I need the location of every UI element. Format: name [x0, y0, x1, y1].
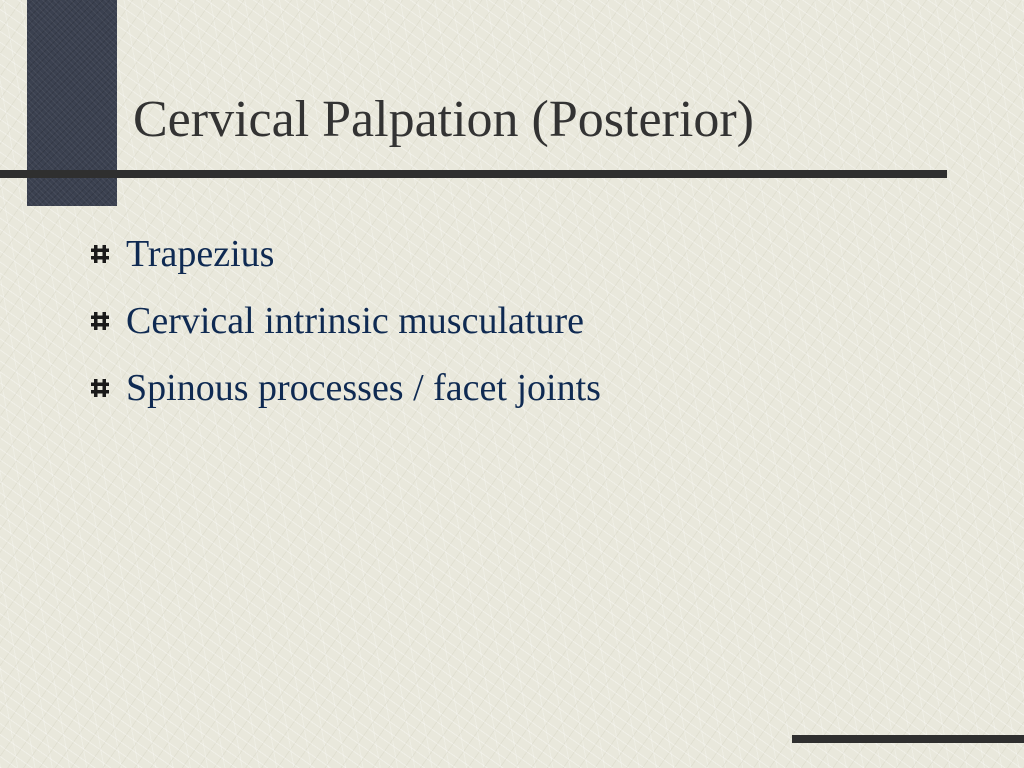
bottom-divider: [792, 735, 1024, 743]
hash-bullet-icon: [90, 378, 110, 398]
bullet-text: Cervical intrinsic musculature: [126, 299, 584, 342]
bullet-text: Trapezius: [126, 232, 275, 275]
bullet-item: [90, 287, 601, 354]
hash-bullet-icon: [90, 244, 110, 264]
title-divider: [0, 170, 947, 178]
bullet-item: [90, 220, 601, 287]
hash-bullet-icon: [90, 311, 110, 331]
bullet-text: Spinous processes / facet joints: [126, 366, 601, 409]
slide-title: Cervical Palpation (Posterior): [133, 91, 754, 148]
bullet-item: [90, 354, 601, 421]
bullet-list: [90, 220, 601, 421]
